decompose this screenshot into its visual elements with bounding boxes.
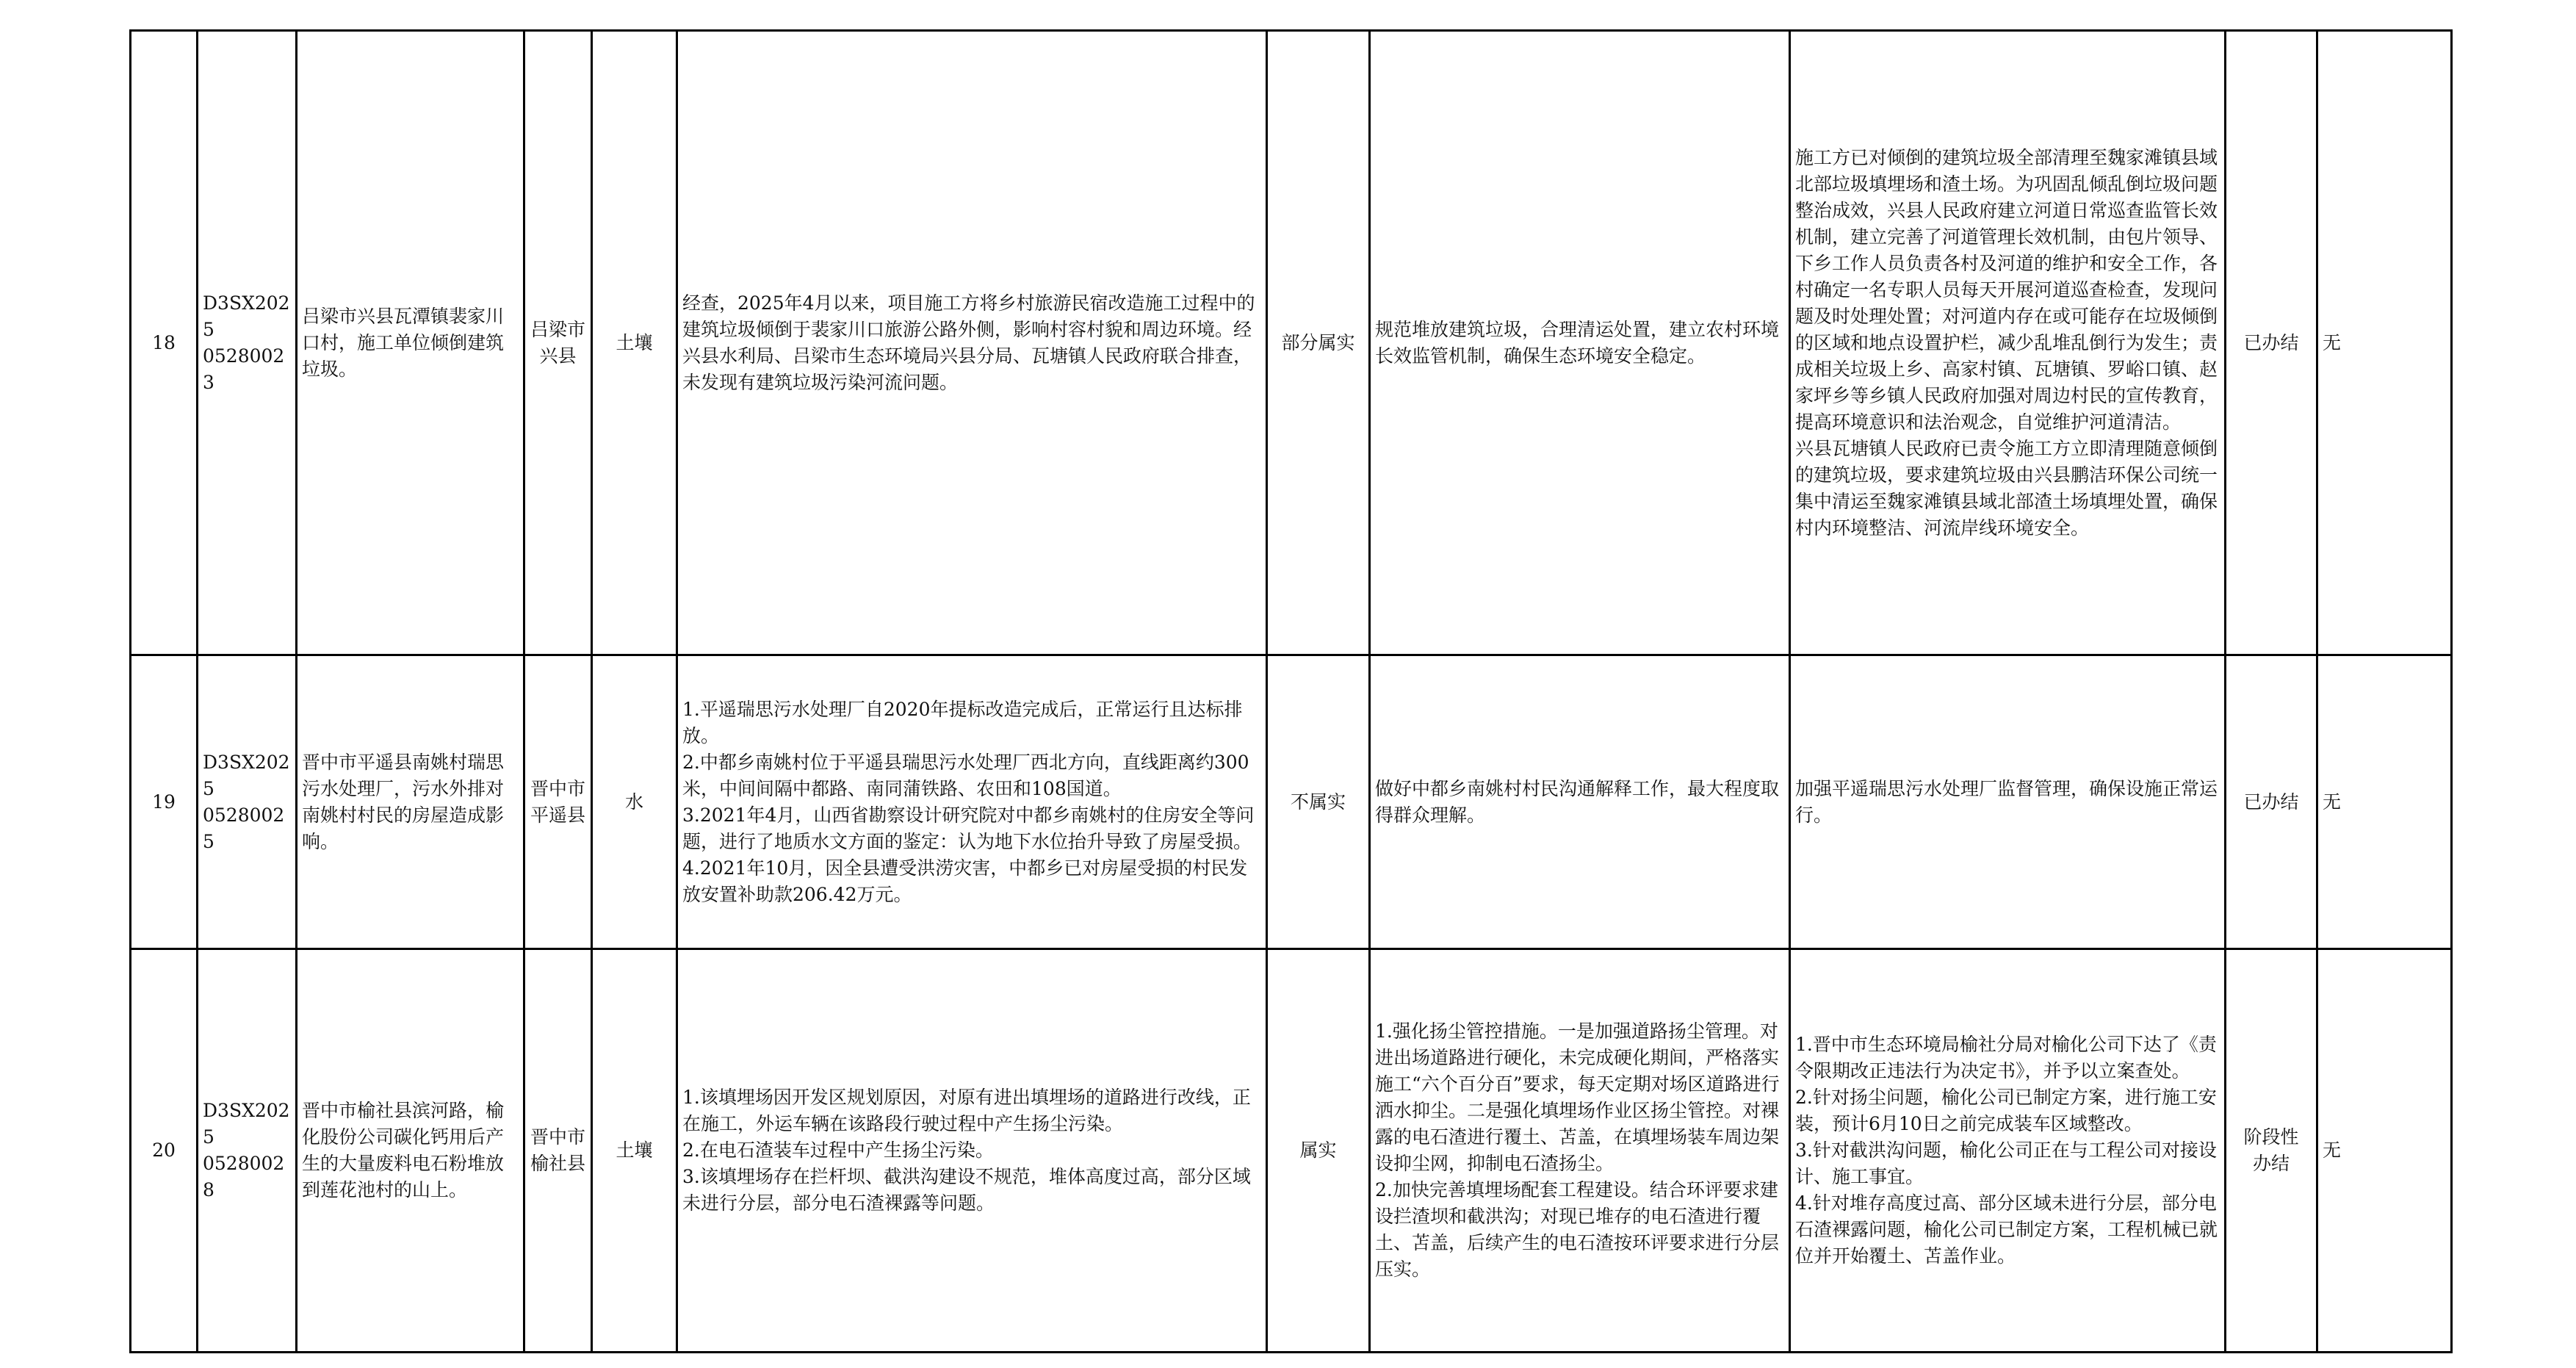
verification-result: 经查，2025年4月以来，项目施工方将乡村旅游民宿改造施工过程中的建筑垃圾倾倒于裴家川口旅游公路外侧，影响村容村貌和周边环境。经兴县水利局、吕梁市生态环境局兴县分局、瓦塘镇人民政府联合排查，未发现有建筑垃圾污染河流问题。: [677, 31, 1267, 655]
row-number: 18: [131, 31, 198, 655]
pollution-type: 土壤: [592, 949, 677, 1353]
verdict: 属实: [1267, 949, 1370, 1353]
supervision-table: [129, 29, 2453, 1353]
table-row: [131, 31, 2452, 655]
administrative-area: 晋中市 榆社县: [524, 949, 592, 1353]
rectification-target: 做好中都乡南姚村村民沟通解释工作，最大程度取得群众理解。: [1370, 655, 1790, 949]
accountability: 无: [2317, 949, 2452, 1353]
complaint-content: 晋中市榆社县滨河路，榆化股份公司碳化钙用后产生的大量废料电石粉堆放到莲花池村的山上。: [297, 949, 524, 1353]
verdict: 不属实: [1267, 655, 1370, 949]
accountability: 无: [2317, 31, 2452, 655]
row-number: 20: [131, 949, 198, 1353]
accountability: 无: [2317, 655, 2452, 949]
rectification-progress: 加强平遥瑞思污水处理厂监督管理，确保设施正常运行。: [1790, 655, 2226, 949]
rectification-progress: 施工方已对倾倒的建筑垃圾全部清理至魏家滩镇县域北部垃圾填埋场和渣土场。为巩固乱倾乱倒垃圾问题整治成效，兴县人民政府建立河道日常巡查监管长效机制，建立完善了河道管理长效机制，由包片领导、下乡工作人员负责各村及河道的维护和安全工作，各村确定一名专职人员每天开展河道巡查检查，发现问题及时处理处置；对河道内存在或可能存在垃圾倾倒的区域和地点设置护栏，减少乱堆乱倒行为发生；责成相关垃圾上乡、高家村镇、瓦塘镇、罗峪口镇、赵家坪乡等乡镇人民政府加强对周边村民的宣传教育，提高环境意识和法治观念，自觉维护河道清洁。 兴县瓦塘镇人民政府已责令施工方立即清理随意倾倒的建筑垃圾，要求建筑垃圾由兴县鹏洁环保公司统一集中清运至魏家滩镇县域北部渣土场填埋处置，确保村内环境整洁、河流岸线环境安全。: [1790, 31, 2226, 655]
administrative-area: 晋中市 平遥县: [524, 655, 592, 949]
rectification-target: 规范堆放建筑垃圾，合理清运处置，建立农村环境长效监管机制，确保生态环境安全稳定。: [1370, 31, 1790, 655]
handling-status: 已办结: [2226, 31, 2317, 655]
case-code: D3SX2025 05280025: [198, 655, 297, 949]
complaint-content: 晋中市平遥县南姚村瑞思污水处理厂，污水外排对南姚村村民的房屋造成影响。: [297, 655, 524, 949]
complaint-content: 吕梁市兴县瓦潭镇裴家川口村，施工单位倾倒建筑垃圾。: [297, 31, 524, 655]
verdict: 部分属实: [1267, 31, 1370, 655]
table-row: [131, 949, 2452, 1353]
case-code: D3SX2025 05280023: [198, 31, 297, 655]
rectification-target: 1.强化扬尘管控措施。一是加强道路扬尘管理。对进出场道路进行硬化，未完成硬化期间，严格落实施工“六个百分百”要求，每天定期对场区道路进行洒水抑尘。二是强化填埋场作业区扬尘管控。对裸露的电石渣进行覆土、苫盖，在填埋场装车周边架设抑尘网，抑制电石渣扬尘。 2.加快完善填埋场配套工程建设。结合环评要求建设拦渣坝和截洪沟；对现已堆存的电石渣进行覆土、苫盖，后续产生的电石渣按环评要求进行分层压实。: [1370, 949, 1790, 1353]
administrative-area: 吕梁市 兴县: [524, 31, 592, 655]
case-code: D3SX2025 05280028: [198, 949, 297, 1353]
pollution-type: 水: [592, 655, 677, 949]
handling-status: 已办结: [2226, 655, 2317, 949]
handling-status: 阶段性 办结: [2226, 949, 2317, 1353]
table-row: [131, 655, 2452, 949]
row-number: 19: [131, 655, 198, 949]
verification-result: 1.平遥瑞思污水处理厂自2020年提标改造完成后，正常运行且达标排放。 2.中都乡南姚村位于平遥县瑞思污水处理厂西北方向，直线距离约300米，中间间隔中都路、南同蒲铁路、农田和108国道。 3.2021年4月，山西省勘察设计研究院对中都乡南姚村的住房安全等问题，进行了地质水文方面的鉴定：认为地下水位抬升导致了房屋受损。 4.2021年10月，因全县遭受洪涝灾害，中都乡已对房屋受损的村民发放安置补助款206.42万元。: [677, 655, 1267, 949]
pollution-type: 土壤: [592, 31, 677, 655]
rectification-progress: 1.晋中市生态环境局榆社分局对榆化公司下达了《责令限期改正违法行为决定书》，并予以立案查处。 2.针对扬尘问题，榆化公司已制定方案，进行施工安装，预计6月10日之前完成装车区域整改。 3.针对截洪沟问题，榆化公司正在与工程公司对接设计、施工事宜。 4.针对堆存高度过高、部分区域未进行分层，部分电石渣裸露问题，榆化公司已制定方案，工程机械已就位并开始覆土、苫盖作业。: [1790, 949, 2226, 1353]
verification-result: 1.该填埋场因开发区规划原因，对原有进出填埋场的道路进行改线，正在施工，外运车辆在该路段行驶过程中产生扬尘污染。 2.在电石渣装车过程中产生扬尘污染。 3.该填埋场存在拦杆坝、截洪沟建设不规范，堆体高度过高，部分区域未进行分层，部分电石渣裸露等问题。: [677, 949, 1267, 1353]
